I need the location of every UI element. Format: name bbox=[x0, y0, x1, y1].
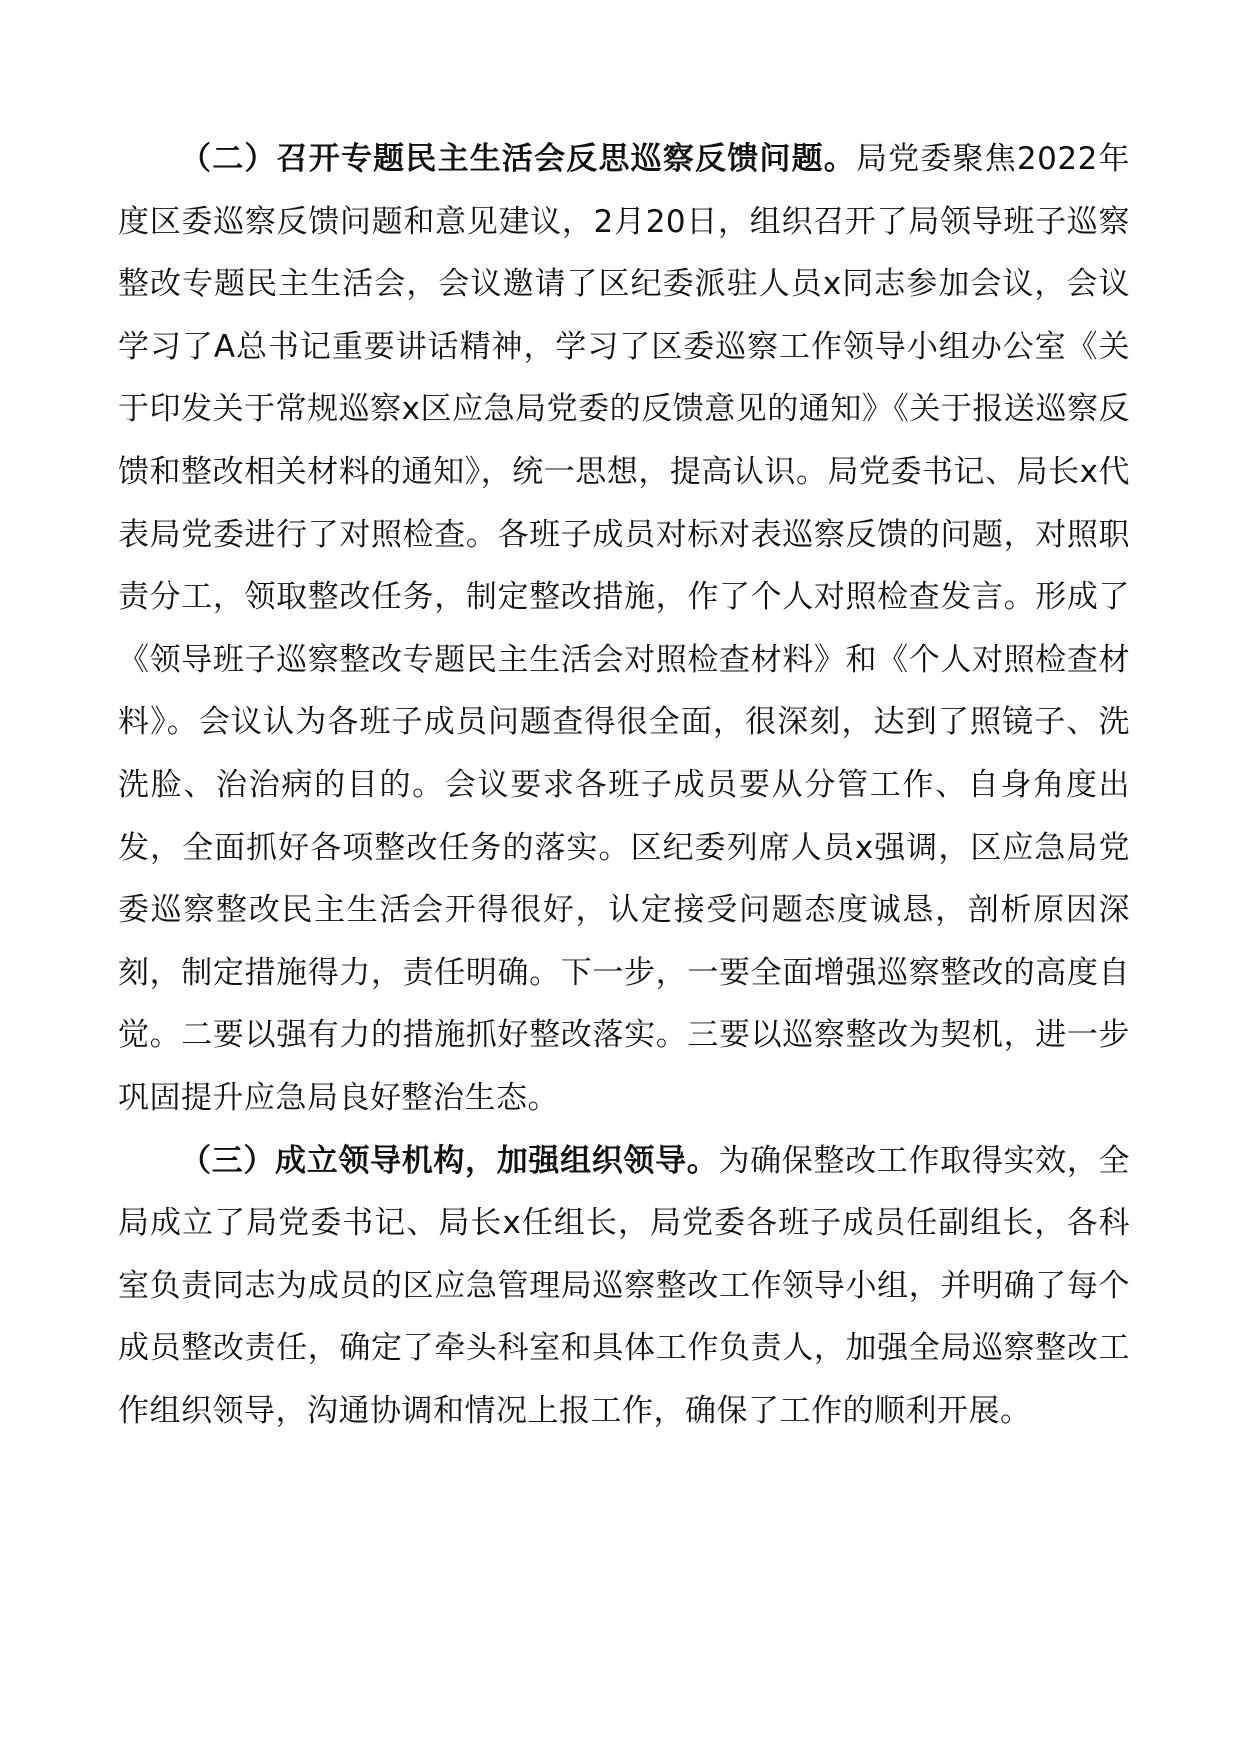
paragraph-heading: （三）成立领导机构，加强组织领导。 bbox=[180, 1142, 719, 1179]
paragraph-text: 为确保整改工作取得实效，全局成立了局党委书记、局长x任组长，局党委各班子成员任副组长，各科室负责同志为成员的区应急管理局巡察整改工作领导小组，并明确了每个成员整改责任，确定了牵头科室和具体工作负责人，加强全局巡察整改工作组织领导，沟通协调和情况上报工作，确保了工作的顺利开展。 bbox=[118, 1142, 1131, 1429]
paragraph-leadership-organization bbox=[118, 1130, 1130, 1443]
paragraph-heading: （二）召开专题民主生活会反思巡察反馈问题。 bbox=[180, 141, 856, 177]
paragraph-text: 局党委聚焦2022年度区委巡察反馈问题和意见建议，2月20日，组织召开了局领导班子巡察整改专题民主生活会，会议邀请了区纪委派驻人员x同志参加会议，会议学习了A总书记重要讲话精神，学习了区委巡察工作领导小组办公室《关于印发关于常规巡察x区应急局党委的反馈意见的通知》《关于报送巡察反馈和整改相关材料的通知》，统一思想，提高认识。局党委书记、局长x代表局党委进行了对照检查。各班子成员对标对表巡察反馈的问题，对照职责分工，领取整改任务，制定整改措施，作了个人对照检查发言。形成了《领导班子巡察整改专题民主生活会对照检查材料》和《个人对照检查材料》。会议认为各班子成员问题查得很全面，很深刻，达到了照镜子、洗洗脸、治治病的目的。会议要求各班子成员要从分管工作、自身角度出发，全面抓好各项整改任务的落实。区纪委列席人员x强调，区应急局党委巡察整改民主生活会开得很好，认定接受问题态度诚恳，剖析原因深刻，制定措施得力，责任明确。下一步，一要全面增强巡察整改的高度自觉。二要以强有力的措施抓好整改落实。三要以巡察整改为契机，进一步巩固提升应急局良好整治生态。 bbox=[118, 141, 1130, 1116]
document-body bbox=[118, 128, 1130, 1442]
paragraph-democratic-life-meeting bbox=[118, 128, 1130, 1130]
